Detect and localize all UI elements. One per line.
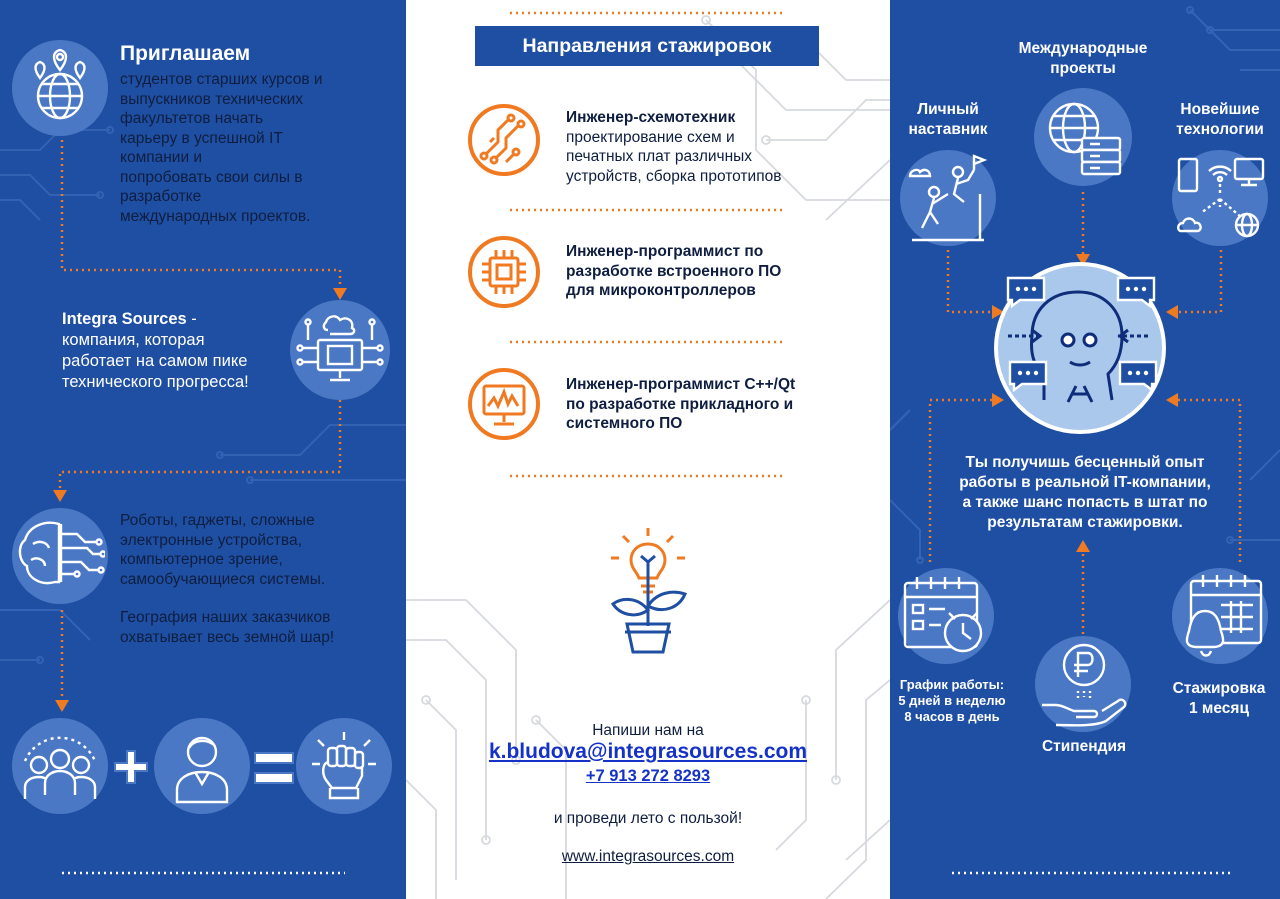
- direction-title: Инженер-программист по: [566, 243, 764, 260]
- direction-2: [566, 242, 781, 301]
- label-line: 5 дней в неделю: [898, 693, 1006, 708]
- direction-desc: для микроконтроллеров: [566, 282, 756, 299]
- invite-line: студентов старших курсов и: [120, 71, 323, 88]
- calendar-bell-icon: [1172, 568, 1268, 664]
- plus-icon: [112, 748, 150, 786]
- geo-line: охватывает весь земной шар!: [120, 628, 335, 646]
- summer-text: и проведи лето с пользой!: [553, 810, 743, 827]
- section-title: Направления стажировок: [475, 26, 819, 66]
- mentor-label: [890, 100, 1006, 140]
- direction-title: Инженер-программист C++/Qt: [566, 376, 796, 393]
- cloud-computer-icon: [290, 300, 390, 400]
- schedule-label: [890, 677, 1014, 725]
- devices-network-icon: [1172, 150, 1268, 246]
- label-line: Новейшие: [1180, 101, 1260, 118]
- email-row: [406, 740, 890, 764]
- speech-bubble-icon: [1116, 276, 1156, 308]
- intl-projects-label: [1000, 39, 1166, 79]
- experience-line: Ты получишь бесценный опыт: [965, 454, 1205, 471]
- experience-line: работы в реальной IT-компании,: [959, 474, 1211, 491]
- label-line: Стажировка: [1172, 680, 1266, 697]
- circuit-board-icon: [468, 104, 540, 176]
- direction-title: Инженер-схемотехник: [566, 109, 736, 126]
- invite-line: карьеру в успешной IT: [120, 129, 283, 147]
- team-icon: [12, 718, 108, 814]
- label-line: технологии: [1176, 121, 1264, 138]
- direction-desc: по разработке прикладного и: [566, 395, 794, 413]
- website-link[interactable]: www.integrasources.com: [561, 848, 735, 865]
- company-text: [62, 309, 249, 393]
- tech-line: Роботы, гаджеты, сложные: [120, 512, 315, 529]
- company-suffix: -: [186, 310, 197, 328]
- lightbulb-plant-icon: [601, 526, 695, 656]
- invite-line: попробовать свои силы в: [120, 168, 303, 186]
- experience-line: а также шанс попасть в штат по: [962, 494, 1208, 511]
- globe-server-icon: [1034, 88, 1132, 186]
- speech-bubble-icon: [1006, 276, 1046, 308]
- company-name: Integra Sources: [62, 310, 187, 328]
- brain-circuit-icon: [12, 508, 108, 604]
- tech-line: самообучающиеся системы.: [120, 570, 326, 588]
- label-line: 8 часов в день: [904, 709, 1000, 724]
- label-line: Международные: [1018, 40, 1148, 57]
- label-line: наставник: [908, 121, 988, 138]
- direction-desc: проектирование схем и: [566, 128, 735, 146]
- geo-line: География наших заказчиков: [120, 609, 331, 626]
- invite-title: Приглашаем: [120, 42, 251, 65]
- microchip-icon: [468, 236, 540, 308]
- invite-line: выпускников технических: [120, 90, 304, 108]
- globe-pins-icon: [12, 40, 108, 136]
- company-line: технического прогресса!: [62, 373, 249, 391]
- tech-line: электронные устройства,: [120, 531, 302, 549]
- direction-1: [566, 108, 781, 186]
- website-row: [406, 848, 890, 866]
- experience-text: [890, 453, 1280, 533]
- direction-desc: разработке встроенного ПО: [566, 262, 782, 280]
- newest-tech-label: [1160, 100, 1280, 140]
- ruble-coin-hand-icon: [1035, 636, 1131, 732]
- company-line: компания, которая: [62, 331, 205, 349]
- mentor-climb-icon: [900, 150, 996, 246]
- monitor-chart-icon: [468, 368, 540, 440]
- tech-text: [120, 511, 334, 647]
- company-line: работает на самом пике: [62, 352, 248, 370]
- person-icon: [154, 718, 250, 814]
- middle-panel: [406, 0, 890, 899]
- label-line: 1 месяц: [1188, 700, 1249, 717]
- tech-line: компьютерное зрение,: [120, 551, 283, 568]
- direction-desc: печатных плат различных: [566, 148, 753, 165]
- right-panel: [890, 0, 1280, 899]
- invite-line: факультетов начать: [120, 110, 264, 127]
- email-link[interactable]: k.bludova@integrasources.com: [488, 740, 808, 763]
- direction-3: [566, 375, 795, 434]
- invite-text: [120, 70, 323, 226]
- equals-icon: [254, 752, 294, 784]
- calendar-clock-icon: [898, 568, 994, 664]
- write-us: Напиши нам на: [592, 722, 704, 739]
- invite-line: международных проектов.: [120, 207, 311, 225]
- internship-label: [1158, 679, 1280, 719]
- invite-line: компании и: [120, 149, 203, 166]
- experience-line: результатам стажировки.: [987, 514, 1183, 531]
- phone-row: [406, 767, 890, 786]
- label-line: Личный: [917, 101, 979, 118]
- invite-line: разработке: [120, 188, 202, 205]
- speech-bubble-icon: [1008, 360, 1048, 392]
- label-line: График работы:: [899, 677, 1005, 692]
- direction-desc: устройств, сборка прототипов: [566, 167, 782, 185]
- fist-icon: [296, 718, 392, 814]
- stipend-label: Стипендия: [1041, 738, 1127, 755]
- label-line: проекты: [1050, 60, 1116, 77]
- phone-link[interactable]: +7 913 272 8293: [585, 767, 711, 785]
- left-panel: [0, 0, 406, 899]
- speech-bubble-icon: [1118, 360, 1158, 392]
- direction-desc: системного ПО: [566, 415, 683, 432]
